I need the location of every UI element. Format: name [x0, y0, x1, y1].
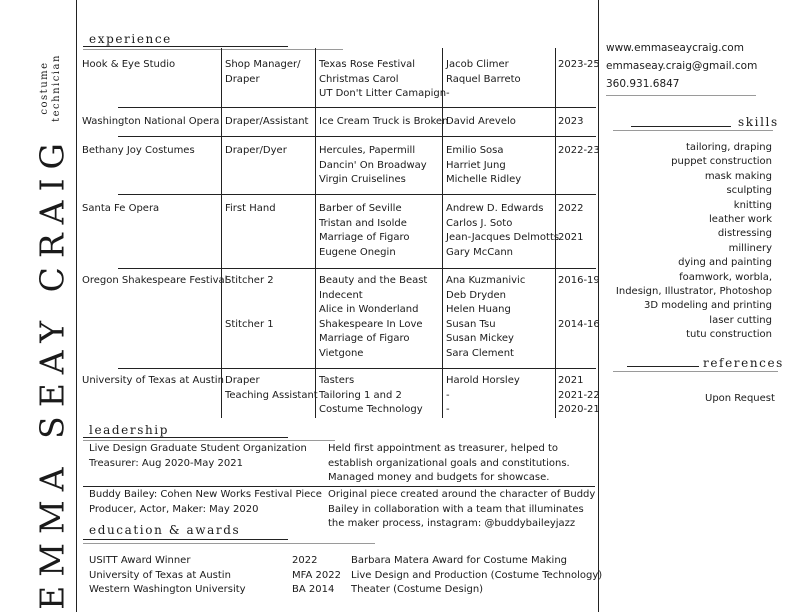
position-line — [225, 289, 274, 304]
company-name: Hook & Eye Studio — [82, 59, 176, 70]
email-link[interactable]: emmaseay.craig@gmail.com — [606, 60, 758, 72]
person-name: Jean-Jacques Delmotts — [446, 232, 560, 243]
skill-item: foamwork, worbla, — [679, 271, 772, 283]
education-name: University of Texas at Austin — [89, 569, 231, 581]
skill-item: puppet construction — [671, 156, 772, 168]
contact-rule — [606, 95, 756, 96]
show-title: Ice Cream Truck is Broken — [319, 116, 449, 127]
people-cell — [446, 144, 521, 188]
column-divider — [221, 48, 222, 418]
shows-cell — [319, 274, 427, 361]
show-title: Dancin' On Broadway — [319, 159, 427, 171]
person-name: Sara Clement — [446, 347, 514, 359]
show-title: Alice in Wonderland — [319, 304, 419, 315]
shows-cell — [319, 202, 410, 260]
row-divider — [83, 486, 595, 487]
position-cell — [225, 374, 318, 403]
person-name: Harold Horsley — [446, 375, 520, 386]
skill-item: mask making — [704, 170, 772, 182]
people-cell — [446, 374, 520, 418]
heading-rule — [83, 437, 288, 438]
column-divider — [315, 48, 316, 418]
leadership-line: Managed money and budgets for showcase. — [328, 472, 550, 483]
year-text — [558, 217, 583, 232]
show-title: Hercules, Papermill — [319, 145, 416, 156]
leadership-line: establish organizational goals and constitutions. — [328, 457, 570, 469]
shows-cell — [319, 374, 423, 418]
education-name: USITT Award Winner — [89, 555, 191, 566]
year-text — [558, 303, 600, 318]
skills-list — [616, 141, 772, 343]
shows-cell — [319, 58, 446, 102]
position-line: Stitcher 1 — [225, 318, 274, 330]
row-divider — [118, 136, 596, 137]
website-link[interactable]: www.emmaseaycraig.com — [606, 42, 744, 54]
company-name: Washington National Opera — [82, 116, 220, 127]
skill-item: tutu construction — [686, 329, 772, 341]
position-line: First Hand — [225, 203, 276, 214]
show-title: UT Don't Litter Camapign — [319, 88, 447, 99]
role-line: technician — [51, 54, 62, 122]
show-title: Indecent — [319, 289, 363, 301]
show-title: Tristan and Isolde — [319, 217, 407, 229]
show-title: Barber of Seville — [319, 203, 402, 214]
show-title: Tailoring 1 and 2 — [319, 389, 402, 401]
role-line: costume — [39, 61, 50, 115]
years-cell — [558, 144, 600, 159]
person-name: - — [446, 404, 450, 415]
person-name: - — [446, 88, 450, 99]
leadership-role — [89, 488, 322, 517]
position-line — [225, 303, 274, 318]
years-cell — [558, 202, 583, 246]
position-line: Shop Manager/ — [225, 59, 301, 70]
position-cell — [225, 274, 274, 332]
show-title: Tasters — [319, 375, 355, 386]
heading-rule — [83, 543, 375, 544]
company-name: Bethany Joy Costumes — [82, 145, 195, 156]
year-text: 2021 — [558, 232, 584, 243]
skill-item: leather work — [709, 214, 772, 226]
person-name: Helen Huang — [446, 304, 511, 315]
year-text: 2022 — [558, 203, 584, 214]
row-divider — [118, 194, 596, 195]
skill-item: laser cutting — [709, 314, 772, 326]
person-name: Raquel Barreto — [446, 73, 521, 85]
references-heading: references — [703, 356, 784, 370]
leadership-line: Original piece created around the character of Buddy — [328, 489, 596, 500]
position-line: Draper — [225, 73, 260, 85]
company-name: Santa Fe Opera — [82, 203, 160, 214]
position-cell — [225, 58, 301, 87]
years-cell — [558, 58, 600, 73]
person-name: Andrew D. Edwards — [446, 203, 544, 214]
heading-rule — [613, 130, 773, 131]
skill-item: millinery — [728, 242, 772, 254]
education-heading: education & awards — [89, 523, 241, 537]
skill-item: knitting — [733, 199, 772, 211]
year-text: 2023-25 — [558, 59, 600, 70]
position-line: Draper/Assistant — [225, 116, 309, 127]
education-years — [292, 554, 341, 598]
leadership-line: Buddy Bailey: Cohen New Works Festival Piece — [89, 489, 322, 500]
person-name: Susan Mickey — [446, 333, 514, 344]
position-cell — [225, 115, 308, 130]
person-name: David Arevelo — [446, 116, 516, 127]
person-name: Susan Tsu — [446, 318, 496, 330]
row-divider — [118, 268, 596, 269]
candidate-name: EMMA SEAY CRAIG — [32, 134, 72, 610]
education-name: Western Washington University — [89, 584, 246, 595]
skills-heading: skills — [738, 115, 779, 129]
people-cell — [446, 58, 521, 102]
phone-number: 360.931.6847 — [606, 78, 680, 90]
education-details — [351, 554, 602, 598]
person-name: Gary McCann — [446, 246, 513, 258]
person-name: Carlos J. Soto — [446, 217, 513, 229]
show-title: Christmas Carol — [319, 73, 399, 85]
position-cell — [225, 202, 276, 217]
show-title: Marriage of Figaro — [319, 333, 410, 344]
show-title: Shakespeare In Love — [319, 318, 423, 330]
year-text — [558, 289, 600, 304]
education-names — [89, 554, 246, 598]
leadership-description — [328, 442, 570, 486]
leadership-line: Bailey in collaboration with a team that illuminates — [328, 503, 584, 515]
year-text: 2021-22 — [558, 389, 600, 401]
position-line: Draper/Dyer — [225, 145, 287, 156]
heading-rule — [83, 539, 288, 540]
shows-cell — [319, 115, 448, 130]
education-year: 2022 — [292, 555, 318, 566]
skill-item: dying and painting — [678, 257, 772, 269]
shows-cell — [319, 144, 427, 188]
years-cell — [558, 274, 600, 332]
references-text: Upon Request — [705, 393, 775, 404]
show-title: Marriage of Figaro — [319, 232, 410, 243]
years-cell — [558, 115, 583, 130]
skill-item: tailoring, draping — [685, 142, 772, 153]
years-cell — [558, 374, 600, 418]
heading-rule — [613, 371, 778, 372]
show-title: Virgin Cruiselines — [319, 174, 406, 185]
people-cell — [446, 202, 559, 260]
person-name: - — [446, 389, 450, 401]
leadership-line: Producer, Actor, Maker: May 2020 — [89, 503, 259, 515]
skill-item: Indesign, Illustrator, Photoshop — [615, 286, 772, 298]
leadership-role — [89, 442, 307, 471]
skill-item: sculpting — [726, 185, 772, 197]
column-divider — [442, 48, 443, 418]
education-detail: Theater (Costume Design) — [351, 584, 484, 595]
heading-rule — [627, 366, 699, 367]
leadership-heading: leadership — [89, 423, 170, 437]
show-title: Texas Rose Festival — [319, 59, 416, 70]
person-name: Jacob Climer — [446, 59, 509, 70]
person-name: Harriet Jung — [446, 159, 506, 171]
year-text: 2014-16 — [558, 318, 600, 330]
show-title: Costume Technology — [319, 404, 423, 415]
heading-rule — [83, 49, 343, 50]
people-cell — [446, 115, 516, 130]
leadership-line: Treasurer: Aug 2020-May 2021 — [89, 457, 243, 469]
role-title — [39, 54, 63, 122]
people-cell — [446, 274, 525, 361]
person-name: Deb Dryden — [446, 289, 506, 301]
show-title: Eugene Onegin — [319, 246, 396, 258]
leadership-line: the maker process, instagram: @buddybaileyjazz — [328, 518, 576, 529]
skill-item: 3D modeling and printing — [644, 300, 772, 312]
company-name: University of Texas at Austin — [82, 375, 224, 386]
person-name: Ana Kuzmanivic — [446, 275, 526, 286]
year-text: 2016-19 — [558, 275, 600, 286]
person-name: Emilio Sosa — [446, 145, 504, 156]
row-divider — [118, 368, 596, 369]
year-text: 2020-21 — [558, 404, 600, 415]
experience-heading: experience — [89, 32, 172, 46]
heading-rule — [83, 46, 288, 47]
show-title: Beauty and the Beast — [319, 275, 428, 286]
position-line: Teaching Assistant — [225, 389, 318, 401]
education-detail: Live Design and Production (Costume Technology) — [351, 569, 603, 581]
heading-rule — [83, 440, 335, 441]
year-text: 2022-23 — [558, 145, 600, 156]
education-detail: Barbara Matera Award for Costume Making — [351, 555, 568, 566]
year-text: 2021 — [558, 375, 584, 386]
row-divider — [118, 107, 596, 108]
position-cell — [225, 144, 287, 159]
year-text: 2023 — [558, 116, 584, 127]
show-title: Vietgone — [319, 347, 364, 359]
heading-rule — [631, 126, 731, 127]
position-line: Stitcher 2 — [225, 275, 274, 286]
position-line: Draper — [225, 375, 260, 386]
contact-block — [606, 39, 757, 93]
leadership-line: Live Design Graduate Student Organization — [89, 443, 307, 454]
leadership-line: Held first appointment as treasurer, helped to — [328, 443, 559, 454]
leadership-description — [328, 488, 595, 532]
company-name: Oregon Shakespeare Festival — [82, 275, 228, 286]
education-year: BA 2014 — [292, 584, 335, 595]
person-name: Michelle Ridley — [446, 174, 522, 185]
left-border-line — [76, 0, 77, 612]
skill-item: distressing — [717, 228, 772, 240]
education-year: MFA 2022 — [292, 569, 341, 581]
